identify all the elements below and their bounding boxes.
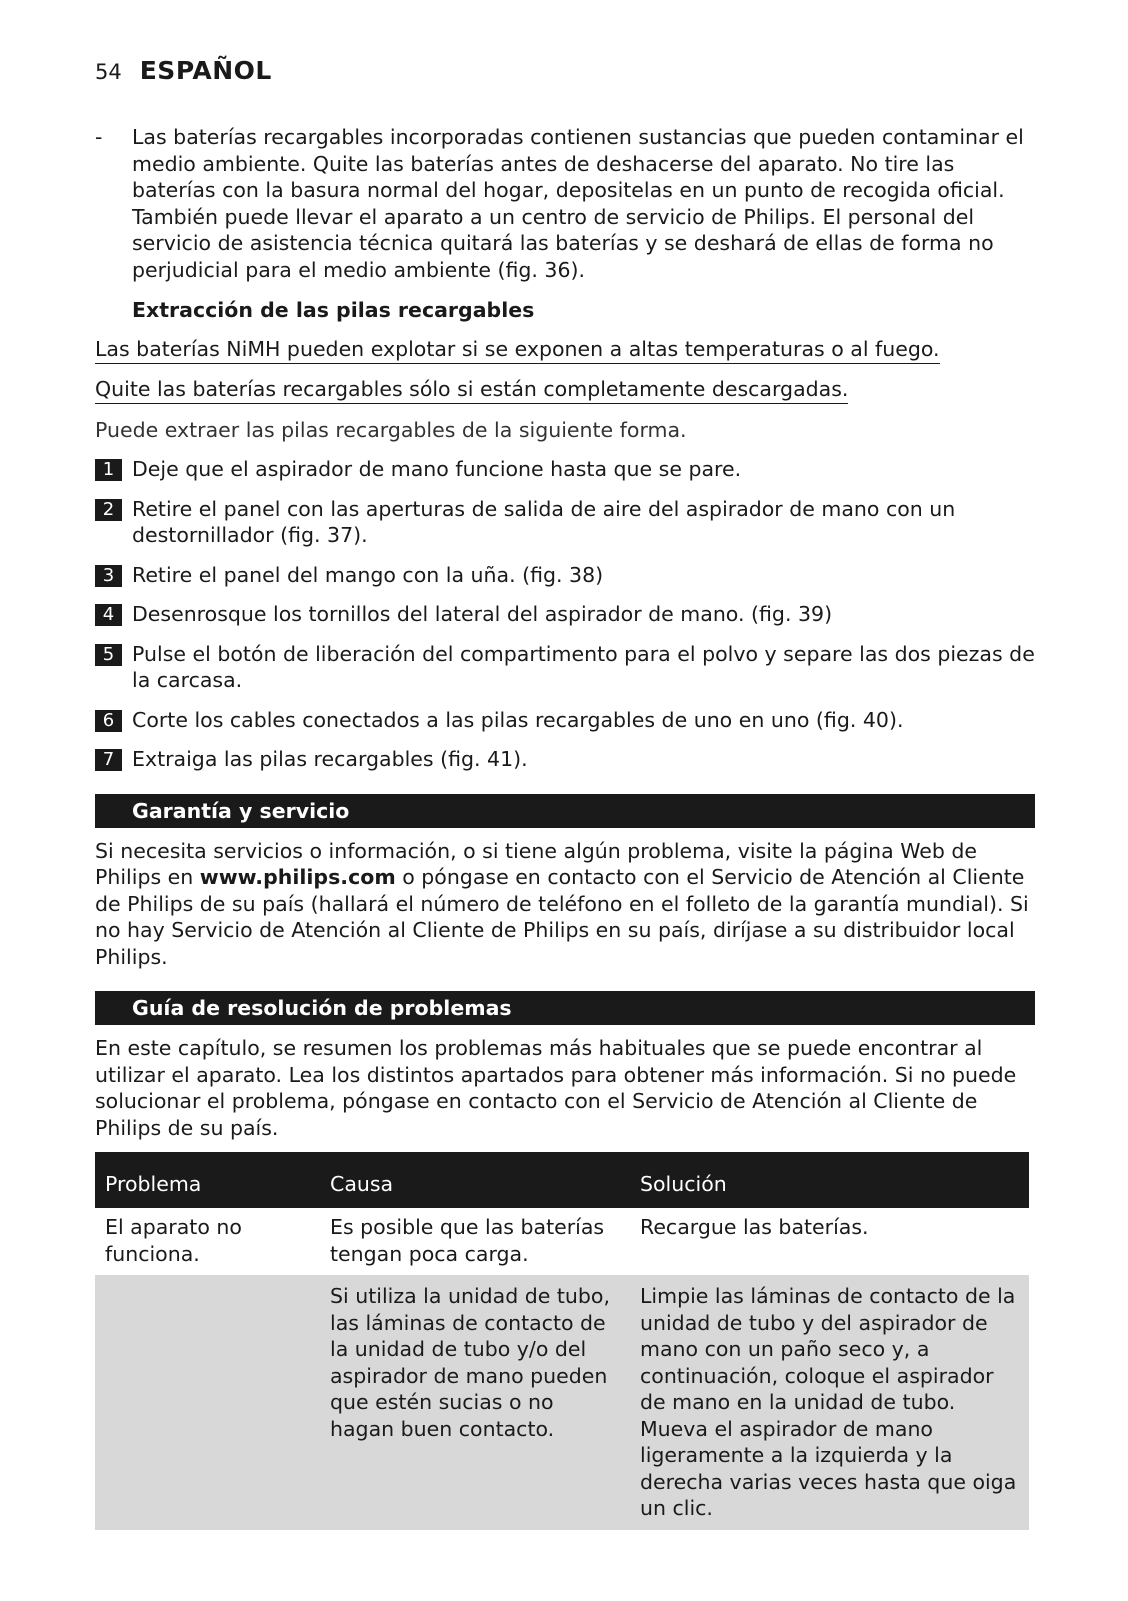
solution-cell: Recargue las baterías. [640, 1215, 869, 1239]
warning-1-block [95, 337, 1035, 364]
problem-cell: El aparato no funciona. [105, 1215, 242, 1266]
cause-cell: Es posible que las baterías tengan poca carga. [330, 1215, 605, 1266]
warranty-text-after: o póngase en contacto con el Servicio de Atención al Cliente de Philips de su país (hallará el número de teléfono en el folleto de la garantía mundial). Si no hay Servicio de Atención al Cliente de Philips en su país, diríjase a su distribuidor local Philips. [95, 865, 1029, 969]
step-number: 2 [95, 499, 122, 521]
warranty-text-before: Si necesita servicios o información, o si tiene algún problema, visite la página Web de Philips en [95, 838, 978, 889]
warranty-text [95, 838, 1035, 971]
philips-website-link[interactable]: www.philips.com [199, 865, 396, 889]
problem-cell [95, 1275, 320, 1530]
step-item [95, 601, 1035, 628]
step-text: Retire el panel con las aperturas de salida de aire del aspirador de mano con un destornillador (fig. 37). [132, 496, 956, 547]
warning-discharged: Quite las baterías recargables sólo si están completamente descargadas. [95, 377, 848, 404]
step-text: Pulse el botón de liberación del compartimento para el polvo y separe las dos piezas de la carcasa. [132, 641, 1035, 692]
solution-cell: Limpie las láminas de contacto de la unidad de tubo y del aspirador de mano con un paño seco y, a continuación, coloque el aspirador de mano en la unidad de tubo. Mueva el aspirador de mano ligeramente a la izquierda y la derecha varias veces hasta que oiga un clic. [630, 1275, 1029, 1530]
step-text: Desenrosque los tornillos del lateral del aspirador de mano. (fig. 39) [132, 602, 833, 626]
step-text: Extraiga las pilas recargables (fig. 41). [132, 747, 528, 771]
step-item [95, 641, 1035, 694]
battery-disposal-text: Las baterías recargables incorporadas contienen sustancias que pueden contaminar el medio ambiente. Quite las baterías antes de deshacerse del aparato. No tire las baterías con la basura normal del hogar, depositelas en un punto de recogida oficial. También puede llevar el aparato a un centro de servicio de Philips. El personal del servicio de asistencia técnica quitará las baterías y se deshará de ellas de forma no perjudicial para el medio ambiente (fig. 36). [132, 125, 1024, 282]
step-number: 6 [95, 710, 122, 732]
table-row [95, 1275, 1029, 1530]
warning-2-block [95, 377, 1035, 404]
step-text: Retire el panel del mango con la uña. (fig. 38) [132, 562, 604, 587]
cause-cell: Si utiliza la unidad de tubo, las láminas de contacto de la unidad de tubo y/o del aspirador de mano pueden que estén sucias o no hagan buen contacto. [320, 1275, 630, 1530]
column-header-solution: Solución [630, 1152, 1029, 1208]
troubleshooting-table [95, 1152, 1029, 1530]
step-item [95, 562, 1035, 589]
step-text: Corte los cables conectados a las pilas recargables de uno en uno (fig. 40). [132, 707, 904, 732]
step-item [95, 456, 1035, 483]
page-header [95, 56, 272, 85]
column-header-problem: Problema [95, 1152, 320, 1208]
table-row [95, 1208, 1029, 1275]
table-header-row [95, 1152, 1029, 1208]
step-number: 7 [95, 749, 122, 771]
step-number: 4 [95, 604, 122, 626]
step-number: 1 [95, 459, 122, 481]
step-number: 5 [95, 644, 122, 666]
page-content [95, 124, 1035, 1530]
troubleshooting-section-heading: Guía de resolución de problemas [95, 991, 1035, 1025]
step-item [95, 746, 1035, 773]
battery-disposal-note [95, 124, 1035, 283]
step-number: 3 [95, 565, 122, 587]
column-header-cause: Causa [320, 1152, 630, 1208]
warning-explosion: Las baterías NiMH pueden explotar si se exponen a altas temperaturas o al fuego. [95, 337, 940, 364]
step-text: Deje que el aspirador de mano funcione hasta que se pare. [132, 457, 742, 481]
troubleshooting-intro: En este capítulo, se resumen los problemas más habituales que se puede encontrar al utilizar el aparato. Lea los distintos apartados para obtener más información. Si no puede solucionar el problema, póngase en contacto con el Servicio de Atención al Cliente de Philips de su país. [95, 1036, 1017, 1140]
language-heading: ESPAÑOL [139, 56, 272, 85]
removal-title: Extracción de las pilas recargables [132, 298, 535, 322]
page-number: 54 [95, 60, 122, 84]
dash-bullet: - [95, 125, 103, 149]
step-item [95, 707, 1035, 734]
step-item [95, 496, 1035, 549]
removal-intro: Puede extraer las pilas recargables de la siguiente forma. [95, 417, 687, 442]
removal-steps [95, 456, 1035, 773]
warranty-section-heading: Garantía y servicio [95, 794, 1035, 828]
